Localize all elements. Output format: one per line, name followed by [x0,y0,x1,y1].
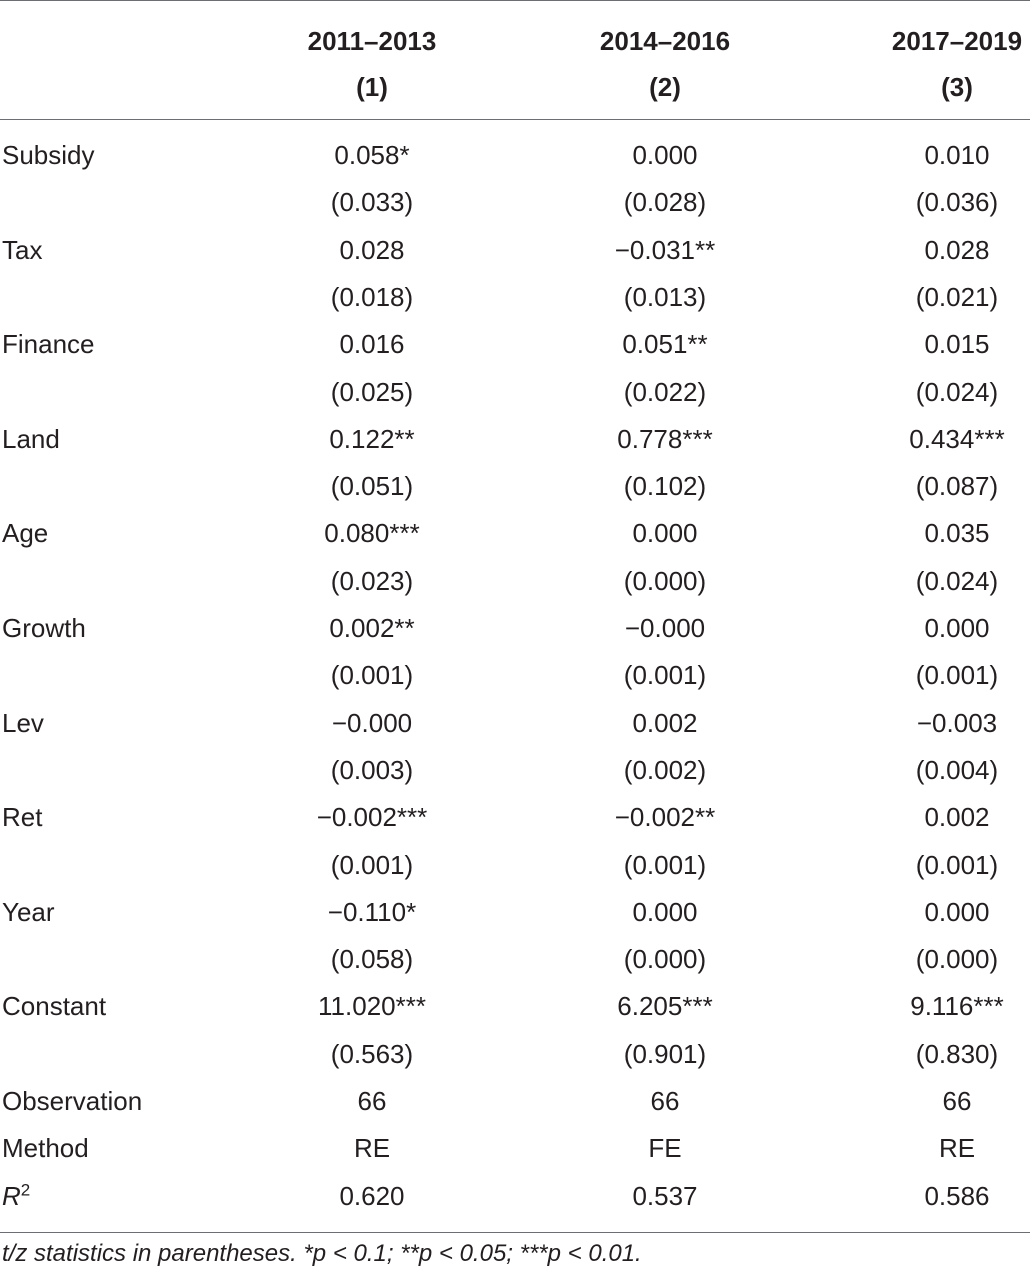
standard-error-value: (0.036) [915,187,999,218]
standard-error-value: (0.001) [623,849,707,880]
coefficient-row [0,983,1030,1030]
row-label [2,1173,30,1220]
summary-value: 66 [650,1086,680,1116]
coefficient-value: 0.000 [632,140,698,170]
standard-error-row [0,842,1030,889]
standard-error-value: (0.901) [623,1038,707,1069]
standard-error-value: (0.004) [915,754,999,785]
standard-error-value: (0.000) [915,944,999,975]
coefficient-row [0,132,1030,179]
coefficient-row [0,416,1030,463]
header-rule [0,119,1030,120]
coefficient-value: 0.122** [329,423,415,454]
standard-error-value: (0.021) [915,281,999,312]
summary-row [0,1173,1030,1220]
row-label: Finance [2,329,95,360]
coefficient-value: 0.058* [334,140,410,170]
standard-error-value: (0.000) [623,565,707,596]
standard-error-value: (0.051) [330,471,414,502]
coefficient-row [0,889,1030,936]
coefficient-value: −0.000 [331,707,413,738]
standard-error-value: (0.000) [623,944,707,975]
column-header-2 [565,18,765,110]
bottom-rule [0,1232,1030,1233]
summary-value: RE [353,1133,391,1164]
coefficient-value: 0.000 [632,518,698,549]
coefficient-value: 0.028 [924,234,990,265]
coefficient-value: −0.002** [614,802,716,833]
coefficient-value: 0.015 [924,329,990,360]
standard-error-row [0,1031,1030,1078]
summary-row [0,1125,1030,1172]
standard-error-row [0,369,1030,416]
row-label [2,1078,142,1125]
row-label: Tax [2,234,43,265]
row-label-text: R [2,1180,21,1211]
row-label: Lev [2,707,44,738]
standard-error-value: (0.001) [330,849,414,880]
summary-value: 0.537 [632,1180,698,1211]
standard-error-value: (0.013) [623,281,707,312]
summary-value: 0.586 [924,1180,990,1211]
coefficient-row [0,227,1030,274]
coefficient-value: 0.002 [632,707,698,738]
coefficient-row [0,700,1030,747]
summary-value: RE [938,1133,976,1164]
coefficient-value: 0.778*** [617,423,713,454]
standard-error-value: (0.033) [330,187,414,218]
standard-error-value: (0.023) [330,565,414,596]
standard-error-value: (0.018) [330,281,414,312]
standard-error-value: (0.022) [623,376,707,407]
standard-error-value: (0.001) [623,660,707,691]
coefficient-value: −0.003 [916,707,998,738]
coefficient-value: 0.035 [924,518,990,549]
standard-error-row [0,558,1030,605]
standard-error-value: (0.003) [330,754,414,785]
standard-error-value: (0.024) [915,565,999,596]
table-footnote: t/z statistics in parentheses. *p < 0.1; **p < 0.05; ***p < 0.01. [2,1240,642,1267]
row-label: Year [2,896,55,927]
standard-error-row [0,274,1030,321]
coefficient-value: 0.434*** [909,423,1005,454]
row-label: Ret [2,802,43,833]
coefficient-value: 0.000 [924,613,990,643]
coefficient-row [0,794,1030,841]
coefficient-value: 0.080*** [324,518,420,549]
standard-error-value: (0.024) [915,376,999,407]
summary-row [0,1078,1030,1125]
row-label-superscript: 2 [20,1179,31,1199]
standard-error-value: (0.058) [330,944,414,975]
summary-value: 66 [357,1086,387,1116]
coefficient-row [0,321,1030,368]
standard-error-value: (0.002) [623,754,707,785]
standard-error-row [0,179,1030,226]
column-period: 2011–2013 [307,26,437,56]
coefficient-value: −0.031** [614,234,716,265]
standard-error-row [0,747,1030,794]
coefficient-value: 0.000 [632,896,698,927]
row-label: Growth [2,613,86,643]
coefficient-value: 6.205*** [617,991,713,1022]
standard-error-value: (0.025) [330,376,414,407]
coefficient-row [0,605,1030,652]
coefficient-value: 0.051** [622,329,708,360]
summary-value: 66 [942,1086,972,1116]
coefficient-value: 0.002 [924,802,990,833]
standard-error-value: (0.001) [915,849,999,880]
coefficient-value: 11.020*** [318,991,426,1022]
standard-error-value: (0.563) [330,1038,414,1069]
column-number: (1) [356,72,388,102]
standard-error-value: (0.102) [623,471,707,502]
row-label: Subsidy [2,140,95,170]
row-label: Land [2,423,60,454]
row-label: Age [2,518,49,549]
row-label [2,1125,89,1172]
standard-error-value: (0.028) [623,187,707,218]
coefficient-value: 0.002** [329,613,415,643]
standard-error-value: (0.001) [330,660,414,691]
coefficient-value: 0.010 [924,140,990,170]
column-header-1 [272,18,472,110]
top-rule [0,0,1030,1]
column-header-3 [857,18,1030,110]
standard-error-value: (0.830) [915,1038,999,1069]
coefficient-row [0,510,1030,557]
coefficient-value: −0.000 [624,613,706,643]
standard-error-value: (0.087) [915,471,999,502]
standard-error-row [0,936,1030,983]
summary-value: FE [648,1133,682,1164]
row-label-text: Method [2,1133,89,1164]
coefficient-value: 0.028 [339,234,405,265]
coefficient-value: −0.002*** [316,802,428,833]
coefficient-value: 0.016 [339,329,405,360]
column-number: (2) [649,72,681,102]
coefficient-value: 0.000 [924,896,990,927]
standard-error-value: (0.001) [915,660,999,691]
coefficient-value: 9.116*** [910,991,1004,1022]
row-label: Constant [2,991,107,1022]
column-number: (3) [941,72,973,102]
row-label-text: Observation [2,1086,143,1116]
coefficient-value: −0.110* [327,896,417,927]
summary-value: 0.620 [339,1180,405,1211]
standard-error-row [0,463,1030,510]
column-period: 2017–2019 [891,26,1023,56]
standard-error-row [0,652,1030,699]
column-period: 2014–2016 [599,26,731,56]
